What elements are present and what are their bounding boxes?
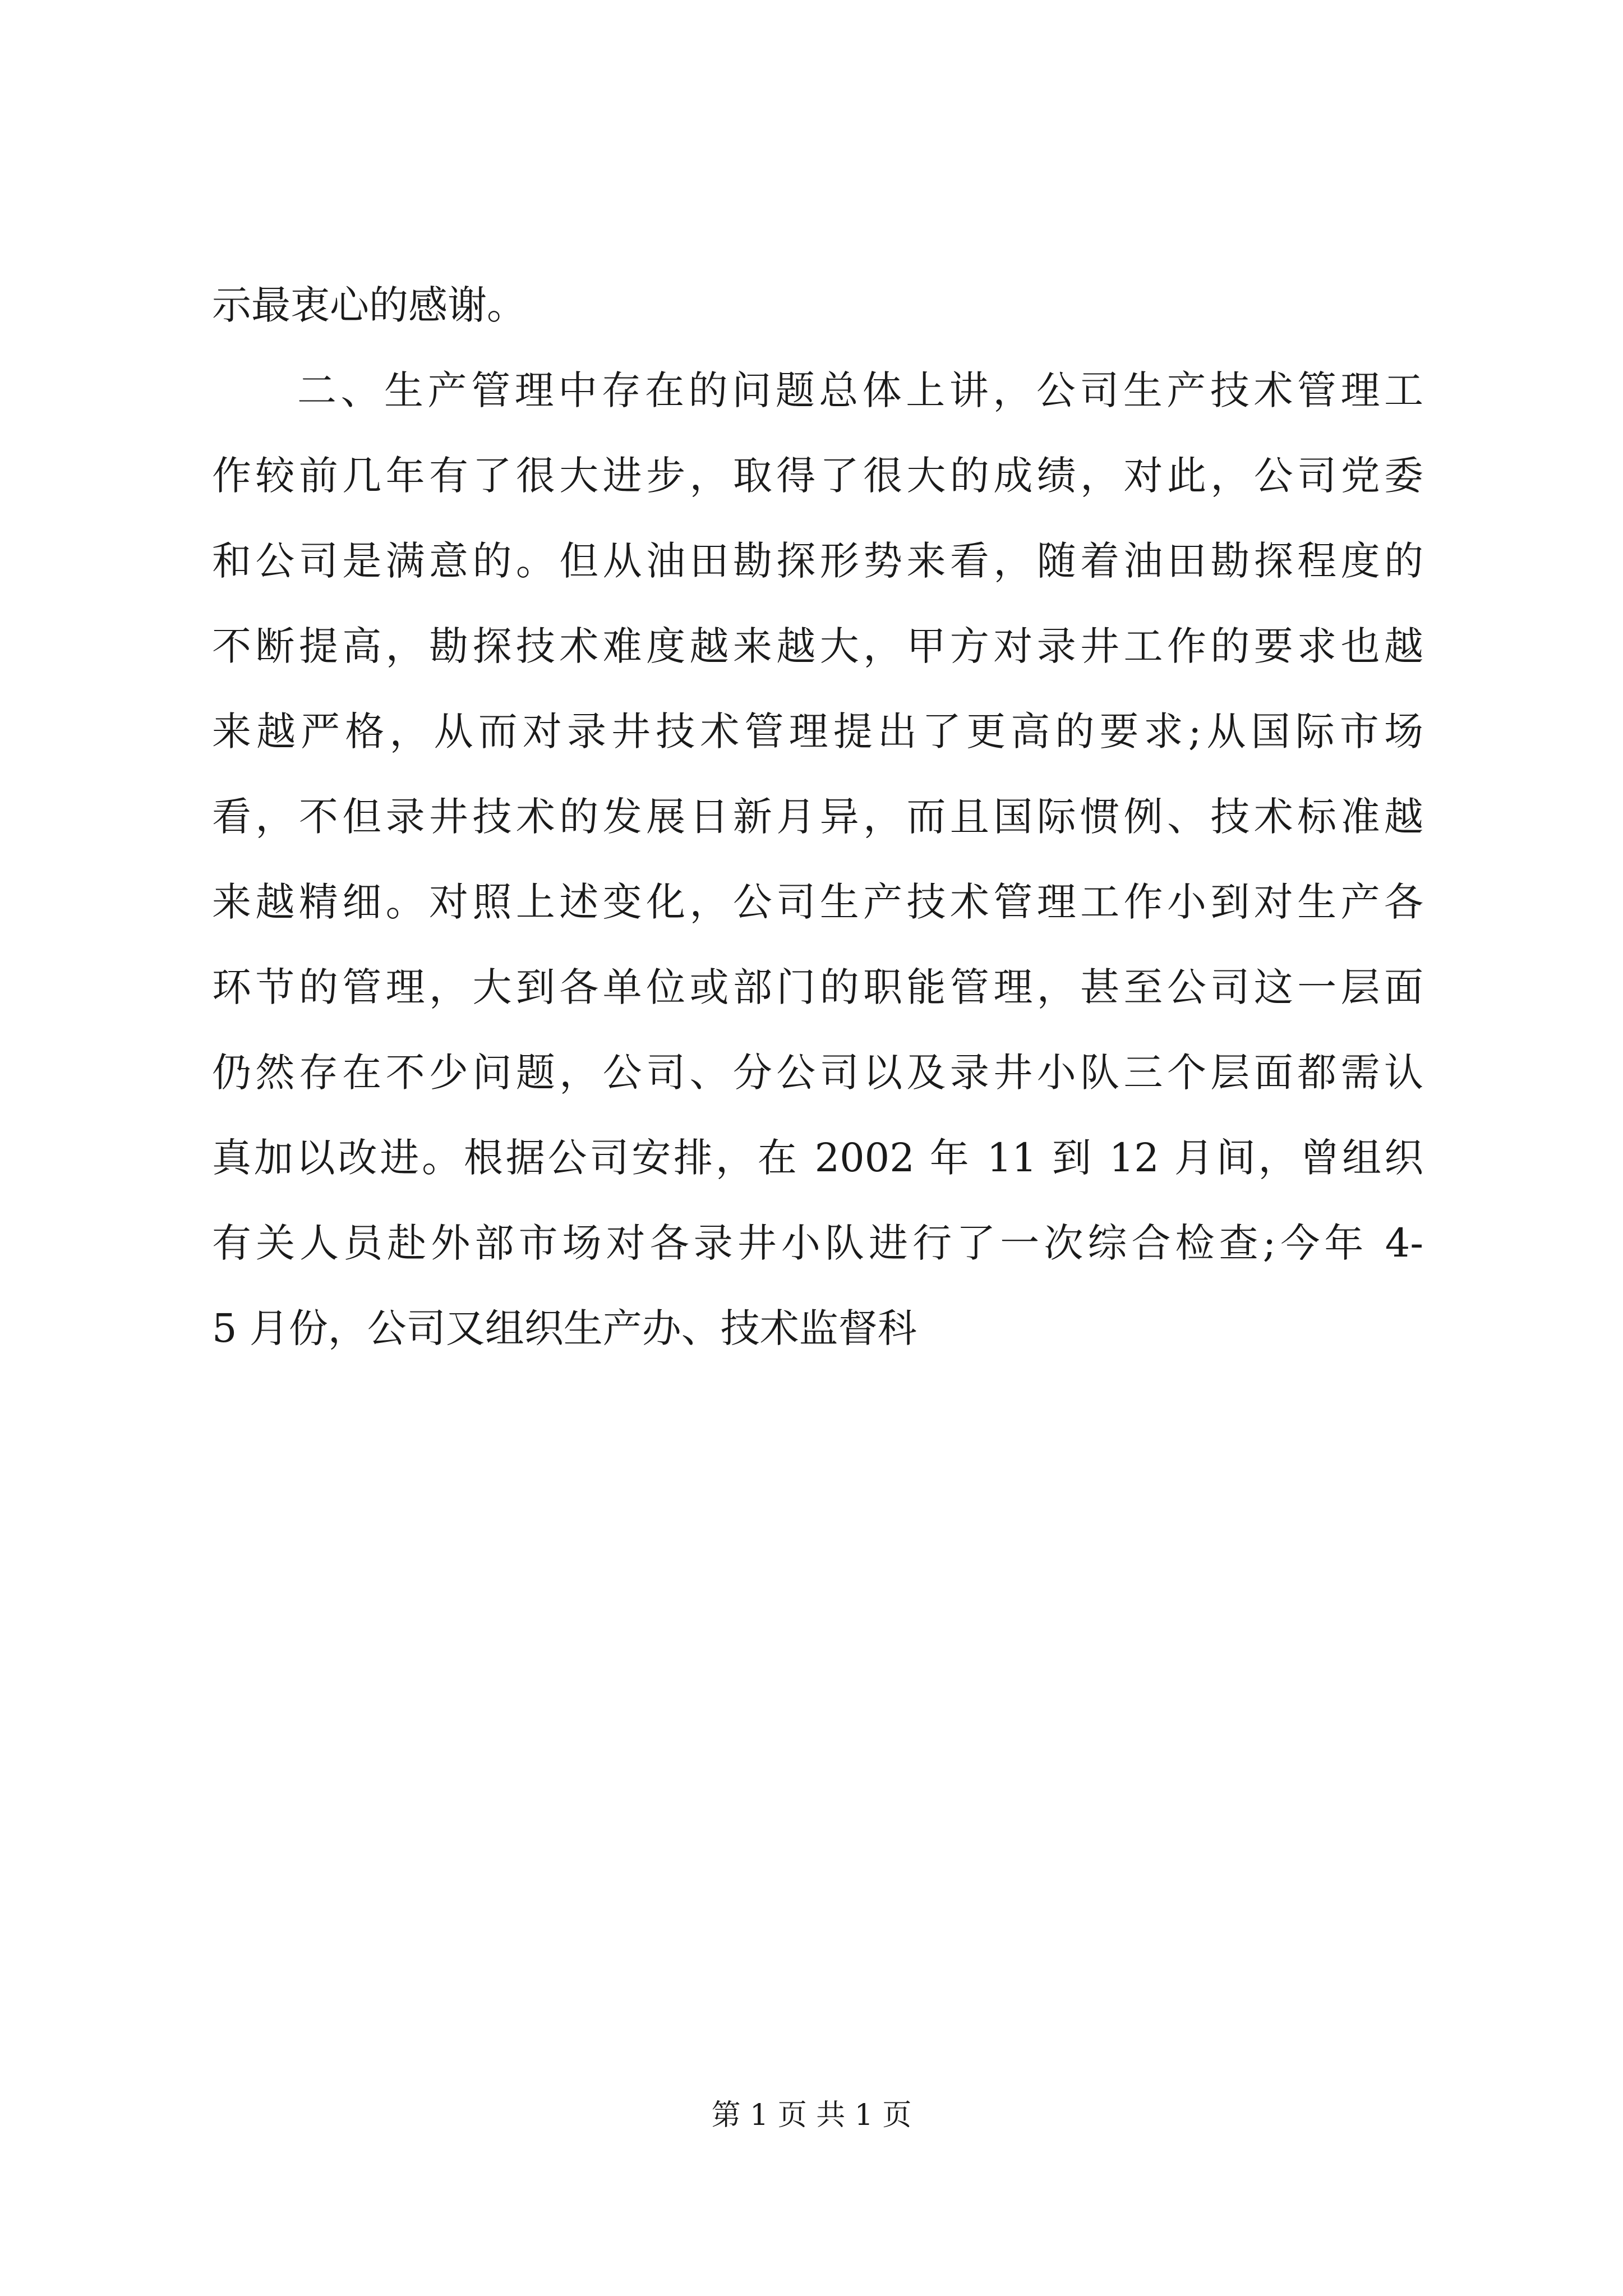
text-line: 5 月份，公司又组织生产办、技术监督科 [212,1305,917,1351]
text-line: 真加以改进。根据公司安排，在 2002 年 11 到 12 月间，曾组织 [212,1135,1423,1181]
paragraph-heading-line: 二、生产管理中存在的问题总体上讲，公司生产技术管理工 [297,367,1423,413]
text-line: 来越严格，从而对录井技术管理提出了更高的要求;从国际市场 [212,708,1423,754]
text-line: 示最衷心的感谢。 [212,282,526,328]
text-line: 不断提高，勘探技术难度越来越大，甲方对录井工作的要求也越 [212,623,1423,669]
text-line: 看，不但录井技术的发展日新月异，而且国际惯例、技术标准越 [212,794,1423,840]
text-line: 环节的管理，大到各单位或部门的职能管理，甚至公司这一层面 [212,964,1423,1010]
text-line: 来越精细。对照上述变化，公司生产技术管理工作小到对生产各 [212,879,1423,925]
text-line: 仍然存在不少问题，公司、分公司以及录井小队三个层面都需认 [212,1050,1423,1096]
text-line: 和公司是满意的。但从油田勘探形势来看，随着油田勘探程度的 [212,538,1423,584]
text-line: 作较前几年有了很大进步，取得了很大的成绩，对此，公司党委 [212,453,1423,499]
page-footer: 第 1 页 共 1 页 [711,2099,912,2132]
text-line: 有关人员赴外部市场对各录井小队进行了一次综合检查;今年 4- [212,1220,1423,1266]
body-text [212,263,1423,1371]
